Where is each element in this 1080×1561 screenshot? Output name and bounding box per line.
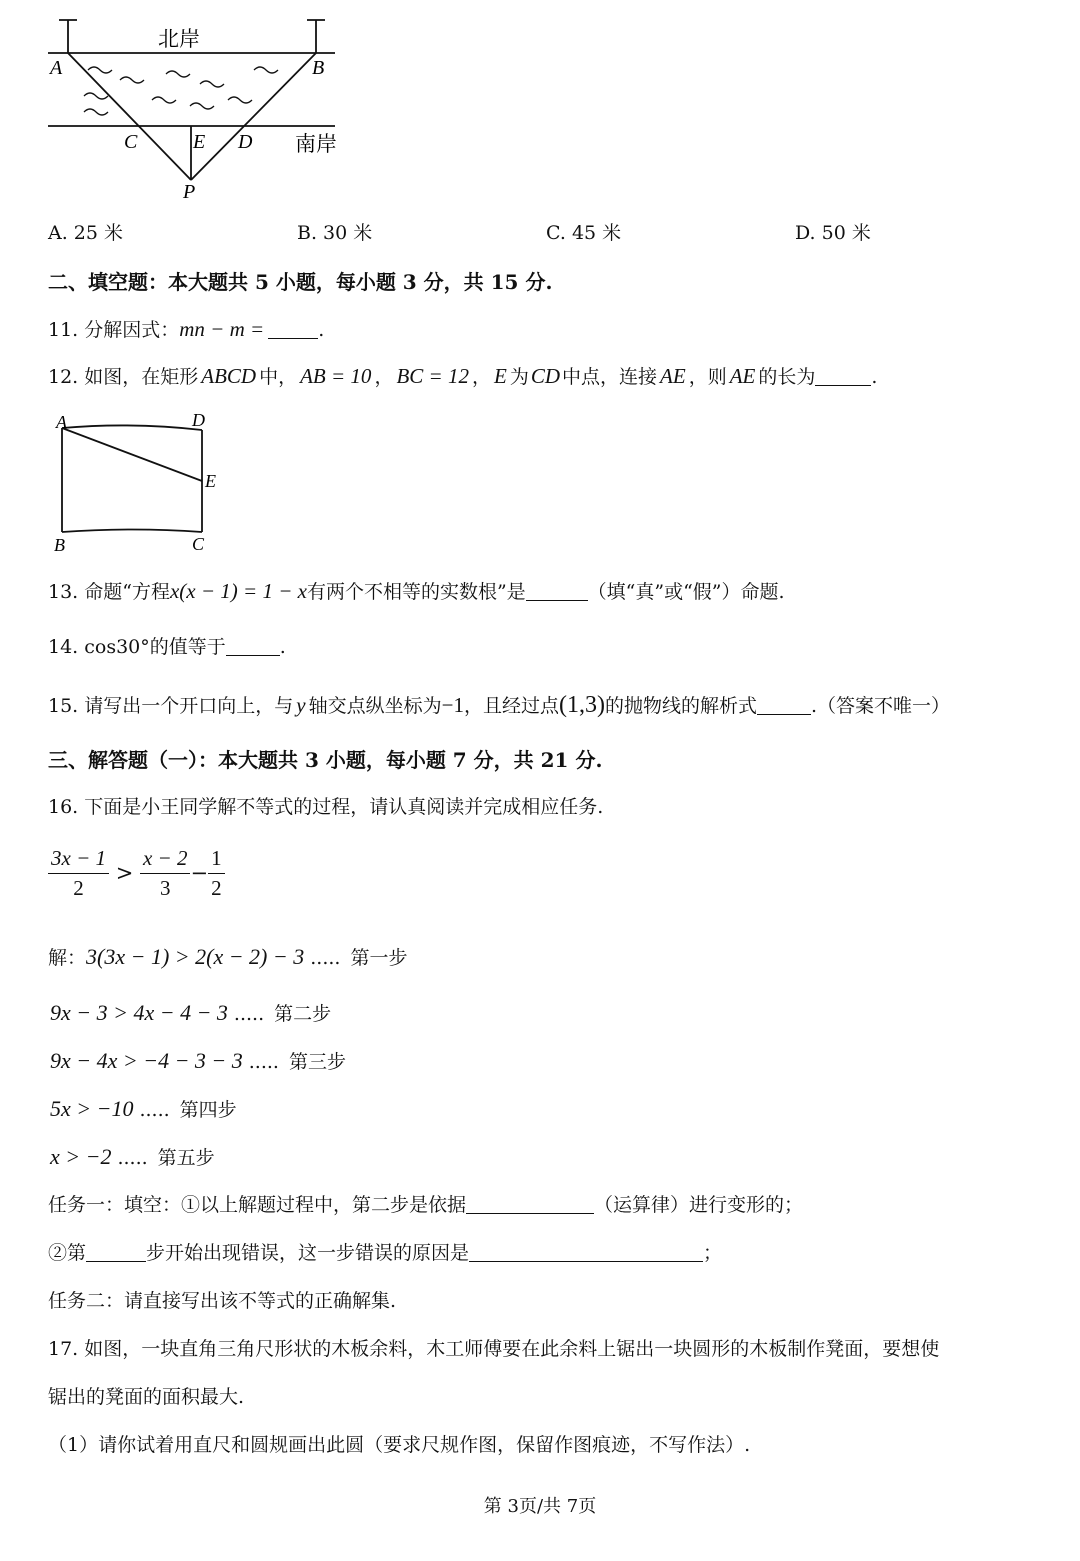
rect-point-d: D: [192, 410, 205, 430]
q16-step-5-expr: x > −2: [50, 1144, 112, 1169]
q15-y: y: [296, 693, 306, 717]
q16-step-1-dots: .....: [310, 947, 341, 969]
q16-frac-1-den: 2: [73, 876, 84, 901]
q17-line-1: 17. 如图，一块直角三角尺形状的木板余料，木工师傅要在此余料上锯出一块圆形的木板制作凳面，要想使: [48, 1338, 940, 1360]
q15-text-1: 15. 请写出一个开口向上，与: [48, 695, 294, 717]
q16-step-3-expr: 9x − 4x > −4 − 3 − 3: [50, 1048, 243, 1073]
q16-frac-2-den: 3: [159, 876, 171, 901]
q13-text-3: （填“真”或“假”）命题.: [587, 581, 785, 603]
q16-step-1-label: 第一步: [350, 947, 408, 969]
q12-text-6: 中点，连接: [562, 366, 658, 388]
q16-step-2: [50, 1000, 331, 1026]
q12-abcd: ABCD: [201, 364, 257, 388]
q11-suffix: .: [318, 319, 325, 341]
q11-expr: mn − m =: [179, 317, 265, 341]
q15-text-3: ，且经过点: [463, 695, 559, 717]
q16-gt: >: [115, 861, 134, 886]
q17-part-1: （1）请你试着用直尺和圆规画出此圆（要求尺规作图，保留作图痕迹，不写作法）.: [48, 1434, 751, 1456]
q12-text-4: ，: [471, 366, 491, 388]
q16-frac-1-num: 3x − 1: [48, 846, 109, 874]
q16-minus: −: [190, 861, 209, 886]
q16-step-5-dots: .....: [117, 1147, 148, 1169]
q16-task-1-blank-3[interactable]: [469, 1243, 703, 1262]
rectangle-figure: [48, 406, 228, 556]
page-footer: 第 3页/共 7页: [483, 1496, 597, 1517]
q16-task-1-text-c: ②第: [48, 1242, 87, 1264]
rect-point-e: E: [205, 471, 216, 491]
q13-equation: x(x − 1) = 1 − x: [169, 579, 307, 603]
question-11: [48, 317, 324, 342]
q16-step-4-expr: 5x > −10: [50, 1096, 134, 1121]
q16-task-1-text-e: ；: [703, 1242, 723, 1264]
q12-text-2: 中，: [259, 366, 298, 388]
q16-step-4: [50, 1096, 237, 1122]
question-15: [48, 691, 950, 720]
point-c: C: [124, 131, 138, 153]
north-bank-label: 北岸: [158, 27, 200, 51]
q16-step-5: [50, 1144, 215, 1170]
q16-frac-3-num: 1: [208, 846, 225, 874]
q16-inequality: [48, 846, 225, 901]
q16-intro: 16. 下面是小王同学解不等式的过程，请认真阅读并完成相应任务.: [48, 796, 604, 818]
q16-step-3: [50, 1048, 346, 1074]
q10-option-a: A. 25 米: [48, 222, 124, 244]
q13-answer-blank[interactable]: [526, 582, 588, 601]
section-3-title: 三、解答题（一）：本大题共 3 小题，每小题 7 分，共 21 分.: [48, 748, 603, 772]
q12-text-5: 为: [509, 366, 529, 388]
q12-answer-blank[interactable]: [815, 367, 871, 386]
q12-suffix: .: [871, 366, 878, 388]
q13-text-2: 有两个不相等的实数根”是: [306, 581, 526, 603]
q16-task-1-text-b: （运算律）进行变形的；: [594, 1194, 804, 1216]
q16-step-1: [48, 944, 407, 970]
q14-answer-blank[interactable]: [226, 637, 280, 656]
q12-text-3: ，: [374, 366, 394, 388]
q12-e: E: [493, 364, 507, 388]
q15-point: (1,3): [558, 692, 605, 718]
q16-frac-1: [48, 846, 109, 901]
q12-ab: AB = 10: [300, 364, 372, 388]
q16-task-1-text-d: 步开始出现错误，这一步错误的原因是: [146, 1242, 470, 1264]
point-e: E: [193, 131, 206, 153]
point-a: A: [50, 57, 63, 79]
q14-suffix: .: [279, 636, 286, 658]
q11-answer-blank[interactable]: [268, 320, 318, 339]
rect-point-b: B: [54, 535, 65, 555]
q15-neg-one: −1: [441, 693, 464, 717]
q16-frac-3: [208, 846, 225, 901]
q12-bc: BC = 12: [396, 364, 469, 388]
q16-step-3-dots: .....: [248, 1051, 279, 1073]
rect-point-c: C: [192, 534, 205, 554]
q16-step-5-label: 第五步: [157, 1147, 215, 1169]
river-figure: [40, 14, 360, 204]
q10-option-c: C. 45 米: [546, 222, 622, 244]
q16-task-1-part-2: [48, 1242, 722, 1265]
q16-step-1-expr: 3(3x − 1) > 2(x − 2) − 3: [86, 944, 305, 969]
q16-solution-label: 解：: [48, 947, 87, 969]
point-p: P: [183, 181, 196, 203]
q15-text-5: .（答案不唯一）: [810, 695, 951, 717]
q16-task-1-blank-1[interactable]: [466, 1195, 594, 1214]
q12-text-7: ，则: [688, 366, 727, 388]
q15-text-2: 轴交点纵坐标为: [308, 695, 442, 717]
q16-task-1-text-a: 任务一：填空：①以上解题过程中，第二步是依据: [48, 1194, 467, 1216]
question-13: [48, 579, 785, 604]
q16-task-1: [48, 1194, 803, 1217]
q12-ae-2: AE: [729, 364, 756, 388]
q16-step-2-expr: 9x − 3 > 4x − 4 − 3: [50, 1000, 228, 1025]
q12-text-8: 的长为: [758, 366, 816, 388]
rect-point-a: A: [56, 412, 67, 432]
q12-text-1: 12. 如图，在矩形: [48, 366, 199, 388]
q16-frac-2: [140, 846, 191, 901]
question-14: [48, 636, 286, 659]
q10-option-b: B. 30 米: [297, 222, 373, 244]
q16-step-2-dots: .....: [233, 1003, 265, 1025]
question-12: [48, 364, 877, 389]
q16-frac-2-num: x − 2: [140, 846, 191, 874]
south-bank-label: 南岸: [295, 132, 337, 156]
q13-text-1: 13. 命题“方程: [48, 581, 170, 603]
q16-step-4-dots: .....: [139, 1099, 170, 1121]
point-d: D: [238, 131, 253, 153]
q16-step-4-label: 第四步: [179, 1099, 237, 1121]
q16-step-3-label: 第三步: [288, 1051, 346, 1073]
q14-text: 14. cos30°的值等于: [48, 636, 226, 658]
q12-cd: CD: [530, 364, 561, 388]
q15-text-4: 的抛物线的解析式: [604, 695, 757, 717]
q15-answer-blank[interactable]: [757, 696, 811, 715]
q16-frac-3-den: 2: [211, 876, 222, 901]
section-2-title: 二、填空题：本大题共 5 小题，每小题 3 分，共 15 分.: [48, 270, 553, 294]
q12-ae-1: AE: [660, 364, 686, 388]
q16-task-1-blank-2[interactable]: [86, 1243, 146, 1262]
point-b: B: [312, 57, 325, 79]
q17-line-2: 锯出的凳面的面积最大.: [48, 1386, 245, 1408]
q16-task-2: 任务二：请直接写出该不等式的正确解集.: [48, 1290, 397, 1312]
q16-step-2-label: 第二步: [274, 1003, 332, 1025]
q11-prefix: 11. 分解因式：: [48, 319, 180, 341]
q10-option-d: D. 50 米: [795, 222, 871, 244]
